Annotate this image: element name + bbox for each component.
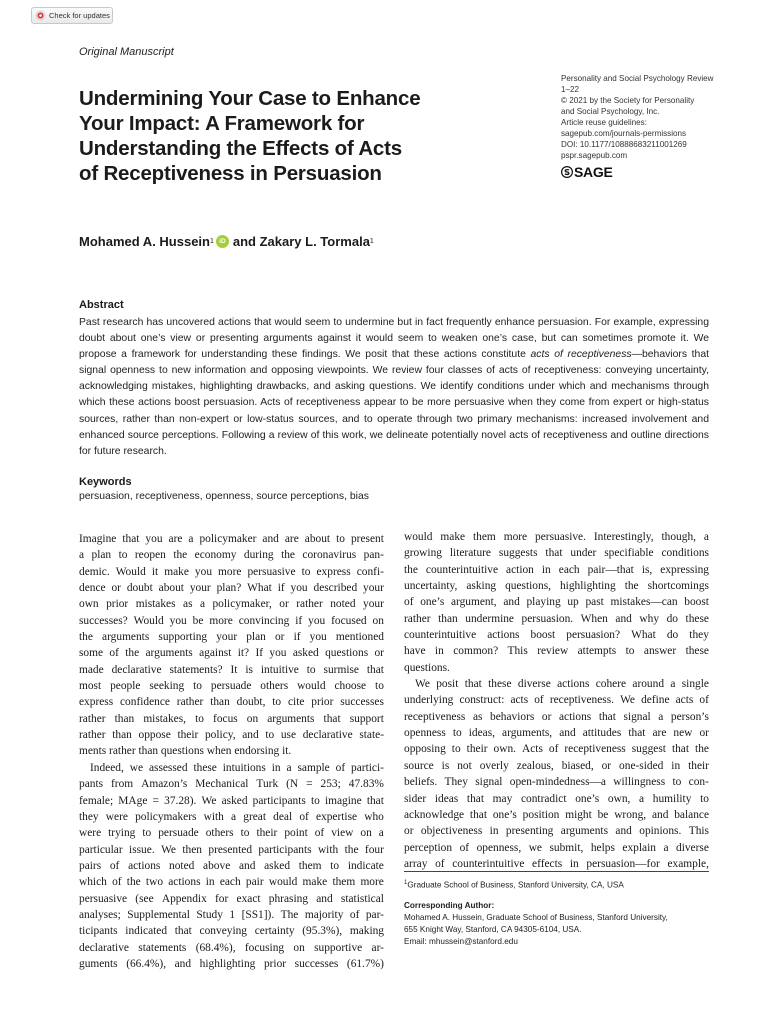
footnote-divider	[404, 871, 709, 872]
body-text-line: Imagine that you are a policymaker and are about to present	[79, 533, 384, 545]
page-range: 1–22	[561, 85, 580, 94]
body-text-line: they were policymakers with a great deal of expertise who	[79, 810, 384, 823]
body-text-line: female; MAge = 37.28). We asked participants to imagine that	[79, 794, 384, 807]
body-text-line: the counterintuitive action in each pair—that is, expressing	[404, 563, 709, 576]
body-text-line: sider ideas that may contradict one’s own, a humility to	[404, 792, 709, 805]
title-line: Your Impact: A Framework for	[79, 112, 365, 135]
body-text-line: most people seeking to persuade others would choose to	[79, 680, 384, 693]
check-for-updates-button[interactable]	[31, 7, 113, 24]
abstract-emphasis: acts of receptiveness	[530, 349, 632, 361]
publisher-logo	[561, 164, 612, 180]
body-text-line: rather than oppose their policy, and to use declarative state-	[79, 729, 384, 742]
doi-link[interactable]: DOI: 10.1177/10888683211001269	[561, 140, 687, 149]
body-text-line: made declarative statements? It is intuitive to surmise that	[79, 663, 384, 676]
body-text-line: perception of openness, we submit, helps explain a diverse	[404, 841, 709, 854]
journal-info	[561, 73, 761, 161]
abstract-heading: Abstract	[79, 299, 124, 311]
body-text-line: analyses; Supplemental Study 1 [SS1]). The majority of par-	[79, 908, 384, 921]
body-text-line: openness to ideas, arguments, and attitudes that are new or	[404, 727, 709, 740]
body-text-line: ments rather than questions when endorsing it.	[79, 745, 292, 758]
body-text-line: of one’s argument, and playing up past mistakes—can boost	[404, 596, 709, 609]
body-text-line: which of the two actions in each pair would make them more	[79, 876, 384, 889]
corresponding-author-email[interactable]: Email: mhussein@stanford.edu	[404, 937, 518, 946]
body-text-line: opposing to their own. Acts of receptiveness suggest that the	[404, 743, 709, 756]
body-text-line: growing literature suggests that under specifiable conditions	[404, 547, 709, 560]
affiliation-footnote	[404, 878, 624, 891]
crossmark-icon	[35, 10, 46, 21]
body-text-line: We posit that these diverse actions cohere around a single	[415, 678, 709, 691]
body-text-line: express confidence rather than doubt, to cite prior successes	[79, 696, 384, 709]
section-label: Original Manuscript	[79, 46, 174, 58]
corresponding-author-line: 655 Knight Way, Stanford, CA 94305-6104, USA.	[404, 925, 582, 934]
corresponding-author-line: Mohamed A. Hussein, Graduate School of Business, Stanford University,	[404, 913, 668, 922]
body-text-line: ticipants indicated that conveying certainty (95.3%), making	[79, 925, 384, 938]
body-text-line: pants from Amazon’s Mechanical Turk (N = 253; 47.83%	[79, 778, 384, 791]
author-name: and Zakary L. Tormala	[232, 234, 370, 249]
body-text-line: persuasive (see Appendix for exact phrasing and statistical	[79, 892, 384, 905]
body-text-line: dence or doubt about your plan? What if you described your	[79, 582, 384, 595]
title-line: Understanding the Effects of Acts	[79, 137, 402, 160]
body-text-line: a plan to reopen the economy during the coronavirus pan-	[79, 549, 384, 562]
body-text-line: Indeed, we assessed these intuitions in a sample of partici-	[90, 761, 384, 774]
abstract-text-part: Past research has uncovered actions that would seem to undermine but in fact frequently enhance persuasion. For example, expressing doubt about one’s view or presenting arguments against it would seem to weaken one’s case, but can sometimes promote it. We propose a framework for understanding these findings. We posit that these actions constitute	[79, 317, 709, 361]
body-text-line: array of counterintuitive effects in persuasion—for example,	[404, 857, 709, 870]
body-column-left	[79, 531, 384, 972]
abstract-text-part: —behaviors that signal openness to new information and opposing viewpoints. We review four classes of acts of receptiveness: conveying uncertainty, acknowledging mistakes, highlighting drawbacks, and asking questions. We identify conditions under which and mechanisms through which these actions boost persuasion. Acts of receptiveness appear to be more persuasive when they come from expert or high-status sources, rather than non-expert or low-status sources, and to operate through two primary mechanisms: increased involvement and enhanced source perceptions. Following a review of this work, we delineate potentially novel acts of receptiveness and outline directions for future research.	[79, 349, 709, 457]
keywords-heading: Keywords	[79, 476, 132, 488]
body-text-line: own prior mistakes as a policymaker, or rather noted your	[79, 598, 384, 611]
body-text-line: underlying construct: acts of receptiveness. We define acts of	[404, 694, 709, 707]
body-text-line: rather than undermine persuasion. When and why do these	[404, 612, 709, 625]
affiliation-mark: 1	[369, 238, 374, 245]
author-list	[79, 234, 374, 249]
keywords-list: persuasion, receptiveness, openness, source perceptions, bias	[79, 491, 369, 502]
body-text-line: rather than mistakes, to focus on arguments that support	[79, 712, 384, 725]
reuse-label: Article reuse guidelines:	[561, 118, 647, 127]
body-text-line: counterintuitive actions boost persuasion? What do they	[404, 629, 709, 642]
journal-site-link[interactable]: pspr.sagepub.com	[561, 151, 628, 160]
check-for-updates-label: Check for updates	[49, 11, 110, 20]
body-text-line: have in common? This review attempts to answer these	[404, 645, 709, 658]
affiliation-mark: 1	[209, 238, 214, 245]
body-text-line: uncertainty, asking questions, highlighting the shortcomings	[404, 580, 709, 593]
body-text-line: acknowledge that one’s position might be wrong, and balance	[404, 808, 709, 821]
corresponding-author-heading: Corresponding Author:	[404, 901, 495, 910]
body-text-line: guments (66.4%), and highlighting prior successes (61.7%)	[79, 957, 384, 970]
affiliation-mark: 1	[404, 880, 408, 886]
body-text-line: or objectiveness in presenting arguments and opinions. This	[404, 825, 709, 838]
body-text-line: particular issue. We then presented participants with the four	[79, 843, 384, 856]
body-text-line: demic. Would it make you more persuasive to express confi-	[79, 565, 384, 578]
journal-name: Personality and Social Psychology Review	[561, 74, 714, 83]
body-text-line: some of the arguments against it? If you asked questions or	[79, 647, 384, 660]
author-name: Mohamed A. Hussein	[79, 234, 210, 249]
title-line: of Receptiveness in Persuasion	[79, 162, 382, 185]
copyright-line-2: and Social Psychology, Inc.	[561, 107, 660, 116]
reuse-link[interactable]: sagepub.com/journals-permissions	[561, 129, 687, 138]
sage-logo-icon	[561, 166, 573, 178]
body-column-right	[404, 529, 709, 872]
article-title	[79, 86, 479, 186]
body-text-line: source is not overly zealous, biased, or one-sided in their	[404, 759, 709, 772]
body-text-line: receptiveness as behaviors or actions that signal a person’s	[404, 710, 709, 723]
body-text-line: successes? Would you be more convincing if you focused on	[79, 614, 384, 627]
body-text-line: the arguments supporting your plan or if you mentioned	[79, 631, 384, 644]
affiliation-text: Graduate School of Business, Stanford University, CA, USA	[407, 880, 624, 890]
body-text-line: questions.	[404, 661, 450, 674]
title-line: Undermining Your Case to Enhance	[79, 87, 421, 110]
body-text-line: pairs of actions noted above and asked them to indicate	[79, 859, 384, 872]
body-text-line: declarative statements (68.4%), focusing on supportive ar-	[79, 941, 384, 954]
abstract-text	[79, 315, 709, 460]
copyright-line: © 2021 by the Society for Personality	[561, 96, 695, 105]
body-text-line: beliefs. They signal open-mindedness—a willingness to con-	[404, 776, 709, 789]
body-text-line: were trying to persuade others to their point of view on a	[79, 827, 384, 840]
publisher-name: SAGE	[574, 164, 613, 180]
orcid-icon[interactable]: iD	[216, 235, 229, 248]
body-text-line: would make them more persuasive. Interestingly, though, a	[404, 531, 709, 543]
